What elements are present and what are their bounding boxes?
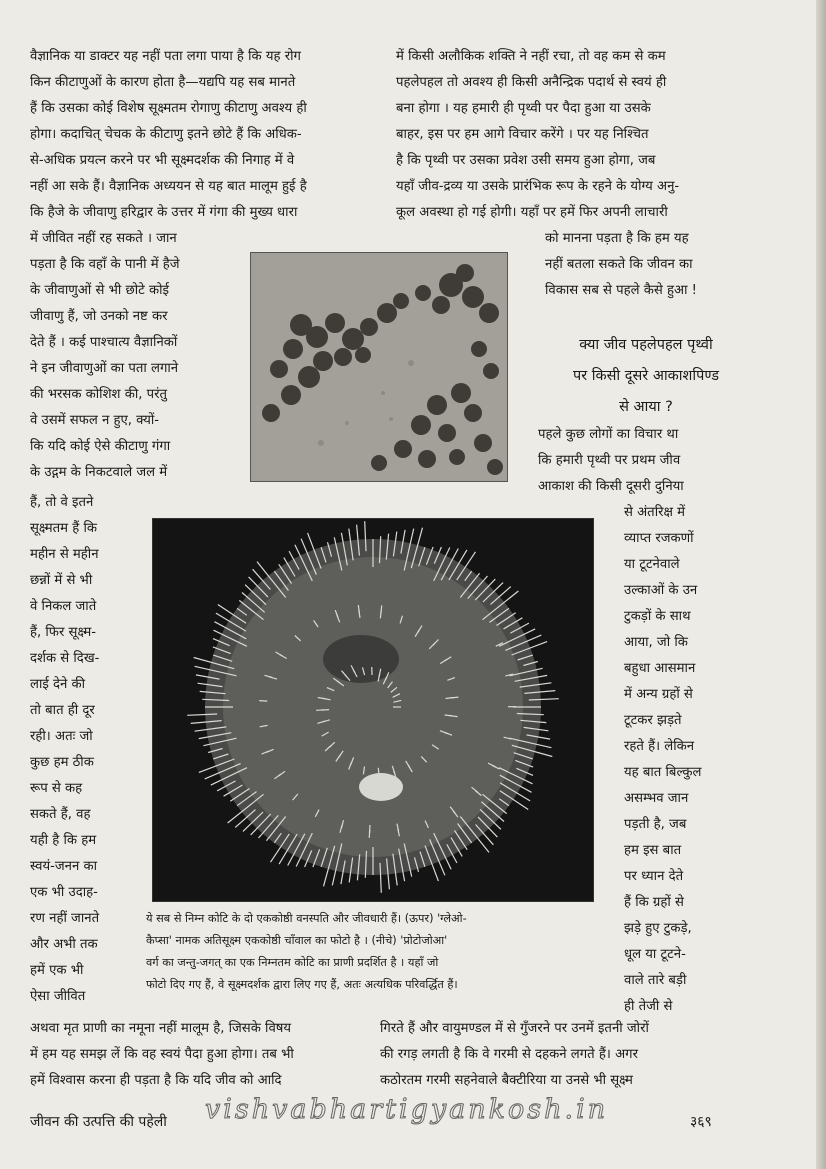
text-line: तो बात ही दूर (30, 703, 95, 718)
text-line: रही। अतः जो (30, 729, 93, 744)
text-line: क्या जीव पहलेपहल पृथ्वी (579, 337, 713, 353)
protozoa-micrograph (153, 519, 593, 901)
text-line: बाहर, इस पर हम आगे विचार करेंगे । पर यह निश्चित (396, 127, 649, 142)
text-line: पर ध्यान देते (624, 869, 684, 884)
text-line: पहले कुछ लोगों का विचार था (538, 427, 679, 442)
surface-spine (259, 701, 267, 702)
text-line: यह बात बिल्कुल (624, 765, 702, 780)
running-footer-title: जीवन की उत्पत्ति की पहेली (30, 1114, 167, 1130)
text-line: हमें एक भी (30, 963, 84, 978)
text-line: टुकड़ों के साथ (624, 609, 691, 624)
text-line: यही है कि हम (30, 833, 97, 848)
text-line: यहाँ जीव-द्रव्य या उसके प्रारंभिक रूप के रहने के योग्य अनु- (396, 179, 680, 194)
surface-spine (321, 710, 329, 711)
left-column-top (30, 44, 375, 226)
text-line: से अंतरिक्ष में (624, 505, 686, 520)
text-line: वाले तारे बड़ी (624, 973, 687, 988)
text-line: स्वयं-जनन का (30, 859, 98, 874)
text-line: में अन्य ग्रहों से (624, 687, 693, 702)
text-line: विकास सब से पहले कैसे हुआ ! (545, 283, 697, 298)
text-line: से आया ? (619, 399, 673, 415)
surface-spine (378, 768, 379, 776)
text-line: वर्ग का जन्तु-जगत् का एक निम्नतम कोटि का प्राणी प्रदर्शित है । यहाँ जो (146, 956, 439, 969)
text-line: में किसी अलौकिक शक्ति ने नहीं रचा, तो वह कम से कम (396, 49, 666, 64)
text-line: छन्नों में से भी (30, 573, 93, 588)
text-line: सूक्ष्मतम हैं कि (30, 521, 98, 536)
text-line: या टूटनेवाले (624, 557, 680, 572)
left-column-narrowest (30, 490, 146, 1010)
text-line: में जीवित नहीं रह सकते । जान (30, 231, 177, 246)
text-line: पर किसी दूसरे आकाशपिण्ड (572, 368, 720, 384)
text-line: किन कीटाणुओं के कारण होता है—यद्यपि यह सब मानते (30, 75, 296, 90)
section-heading (538, 330, 754, 423)
text-line: धूल या टूटने- (624, 947, 686, 962)
text-line: हम इस बात (624, 843, 682, 858)
text-line: बना होगा । यह हमारी ही पृथ्वी पर पैदा हुआ या उसके (396, 101, 651, 116)
text-line: के जीवाणुओं से भी छोटे कोई (30, 283, 169, 298)
text-line: को मानना पड़ता है कि हम यह (545, 231, 689, 246)
text-line: टूटकर झड़ते (624, 713, 682, 728)
text-line: व्याप्त रजकणों (624, 531, 694, 546)
text-line: रूप से कह (30, 781, 83, 796)
text-line: झड़े हुए टुकड़े, (624, 921, 692, 936)
bottom-left-column (30, 1016, 375, 1094)
text-line: सकते हैं, वह (30, 807, 91, 822)
text-line: वैज्ञानिक या डाक्टर यह नहीं पता लगा पाया है कि यह रोग (30, 49, 301, 64)
text-line: एक भी उदाह- (30, 885, 98, 900)
text-line: महीन से महीन (30, 547, 99, 562)
text-line: गिरते हैं और वायुमण्डल में से गुँजरने पर उनमें इतनी जोरों (380, 1021, 649, 1036)
text-line: की भरसक कोशिश की, परंतु (30, 387, 168, 402)
text-line: बहुधा आसमान (624, 661, 696, 676)
text-line: देते हैं । कई पाश्चात्य वैज्ञानिकों (30, 335, 178, 350)
text-line: कठोरतम गरमी सहनेवाले बैक्टीरिया या उनसे भी सूक्ष्म (380, 1073, 633, 1088)
text-line: कुछ हम ठीक (30, 755, 94, 770)
text-line: होगा। कदाचित् चेचक के कीटाणु इतने छोटे हैं कि अधिक- (30, 127, 302, 142)
text-line: हैं कि उसका कोई विशेष सूक्ष्मतम रोगाणु कीटाणु अवश्य ही (30, 101, 307, 116)
text-line: लाई देने की (30, 677, 86, 692)
watermark: vishvabhartigyankosh.in (205, 1094, 609, 1125)
text-line: फोटो दिए गए हैं, वे सूक्ष्मदर्शक द्वारा लिए गए हैं, अतः अत्यधिक परिवर्द्धित हैं। (146, 978, 458, 991)
text-line: असम्भव जान (624, 791, 689, 806)
left-column-narrow (30, 226, 244, 486)
right-column-top (396, 44, 741, 226)
text-line: दर्शक से दिख- (30, 651, 100, 666)
text-line: पड़ती है, जब (624, 817, 687, 832)
text-line: हमें विश्वास करना ही पड़ता है कि यदि जीव को आदि (30, 1073, 282, 1088)
text-line: पड़ता है कि वहाँ के पानी में हैजे (30, 257, 180, 272)
text-line: आया, जो कि (624, 635, 688, 650)
gloeocapsa-photo (250, 252, 508, 482)
text-line: से-अधिक प्रयत्न करने पर भी सूक्ष्मदर्शक की निगाह में वे (30, 153, 295, 168)
text-line: रहते हैं। लेकिन (624, 739, 695, 754)
text-line: कैप्सा' नामक अतिसूक्ष्म एककोष्ठी चाँवाल का फोटो है । (नीचे) 'प्रोटोजोआ' (146, 934, 448, 947)
right-column-narrow (545, 226, 741, 304)
text-line: रण नहीं जानते (30, 911, 100, 926)
text-line: आकाश की किसी दूसरी दुनिया (538, 479, 684, 494)
text-line: हैं कि ग्रहों से (624, 895, 684, 910)
surface-spine (380, 610, 381, 618)
bottom-right-column (380, 1016, 741, 1094)
text-line: की रगड़ लगती है कि वे गरमी से दहकने लगते हैं। अगर (380, 1047, 638, 1062)
text-line: के उद्गम के निकटवाले जल में (30, 465, 168, 480)
text-line: अथवा मृत प्राणी का नमूना नहीं मालूम है, जिसके विषय (30, 1021, 292, 1036)
text-line: कि हमारी पृथ्वी पर प्रथम जीव (538, 453, 681, 468)
text-line: ऐसा जीवित (30, 989, 86, 1004)
text-line: में हम यह समझ लें कि वह स्वयं पैदा हुआ होगा। तब भी (30, 1047, 294, 1062)
figure-caption (146, 908, 604, 996)
text-line: ये सब से निम्न कोटि के दो एककोष्ठी वनस्पति और जीवधारी हैं। (ऊपर) 'ग्लेओ- (146, 912, 467, 925)
text-line: हैं, फिर सूक्ष्म- (30, 625, 96, 640)
text-line: नहीं आ सके हैं। वैज्ञानिक अध्ययन से यह बात मालूम हुई है (30, 179, 307, 194)
right-column-mid (538, 422, 741, 500)
text-line: कि हैजे के जीवाणु हरिद्वार के उत्तर में गंगा की मुख्य धारा (30, 205, 298, 220)
text-line: और अभी तक (30, 937, 98, 952)
text-line: कूल अवस्था हो गई होगी। यहाँ पर हमें फिर अपनी लाचारी (396, 205, 668, 220)
page-edge (816, 0, 826, 1169)
gloeocapsa-micrograph (251, 253, 507, 481)
text-line: उल्काओं के उन (624, 583, 698, 598)
text-line: वे उसमें सफल न हुए, क्यों- (30, 413, 160, 428)
text-line: ही तेजी से (624, 999, 673, 1014)
page-number: ३६९ (690, 1114, 712, 1130)
text-line: नहीं बतला सकते कि जीवन का (545, 257, 693, 272)
protozoa-photo (152, 518, 594, 902)
text-line: वे निकल जाते (30, 599, 97, 614)
text-line: ने इन जीवाणुओं का पता लगाने (30, 361, 179, 376)
text-line: कि यदि कोई ऐसे कीटाणु गंगा (30, 439, 171, 454)
text-line: हैं, तो वे इतने (30, 495, 94, 510)
text-line: पहलेपहल तो अवश्य ही किसी अनैन्द्रिक पदार्थ से स्वयं ही (396, 75, 667, 90)
right-column-narrowest (624, 500, 741, 1020)
text-line: जीवाणु हैं, जो उनको नष्ट कर (30, 309, 168, 324)
text-line: है कि पृथ्वी पर उसका प्रवेश उसी समय हुआ होगा, जब (396, 153, 656, 168)
